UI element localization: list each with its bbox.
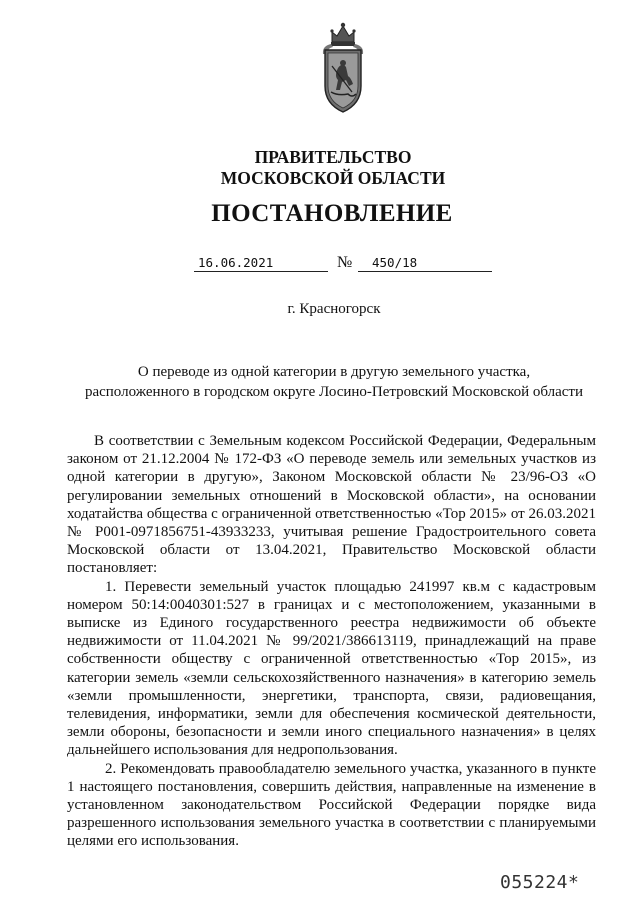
serial-number-stamp: 055224* [500,872,580,893]
subject-line-1: О переводе из одной категории в другую земельного участка, [137,364,531,380]
document-type-heading: ПОСТАНОВЛЕНИЕ [211,200,453,227]
coat-of-arms-icon [318,20,368,116]
government-title-line-1: ПРАВИТЕЛЬСТВО [254,147,412,167]
document-body [67,432,596,851]
clause-1-paragraph: 1. Перевести земельный участок площадью 241997 кв.м с кадастровым номером 50:14:0040301:527 в границах и с местоположением, указанными в выписке из Единого государственного реестра недвижимости об объекте недвижимости от 11.04.2021 № 99/2021/386613119, принадлежащий на праве собственности обществу с ограниченной ответственностью «Тор 2015», из категории земель «земли сельскохозяйственного назначения» в категорию земель «земли промышленности, энергетики, транспорта, связи, радиовещания, телевидения, информатики, земли для обеспечения космической деятельности, земли обороны, безопасности и земли иного специального назначения» в целях дальнейшего использования для недропользования. [67,578,596,759]
number-sign: № [337,254,353,271]
government-title-line-2: МОСКОВСКОЙ ОБЛАСТИ [220,168,446,188]
date-number-line [194,254,504,274]
government-title [0,147,640,189]
clause-2-paragraph: 2. Рекомендовать правообладателю земельного участка, указанного в пункте 1 настоящего постановления, совершить действия, направленные на изменение в установленном законодательством Российской Федерации порядке вида разрешенного использования земельного участка в соответствии с планируемыми целями его использования. [67,760,596,850]
subject-line-2: расположенного в городском округе Лосино-Петровский Московской области [84,384,584,400]
document-subject [0,362,640,402]
document-number: 450/18 [358,254,492,272]
preamble-paragraph: В соответствии с Земельным кодексом Российской Федерации, Федеральным законом от 21.12.2004 № 172-ФЗ «О переводе земель или земельных участков из одной категории в другую», Законом Московской области № 23/96-ОЗ «О регулировании земельных отношений в Московской области», на основании ходатайства общества с ограниченной ответственностью «Тор 2015» от 26.03.2021 № Р001-0971856751-43933233, учитывая решение Градостроительного совета Московской области от 13.04.2021, Правительство Московской области постановляет: [67,433,596,577]
city-location: г. Красногорск [287,301,381,317]
document-date: 16.06.2021 [194,254,328,272]
